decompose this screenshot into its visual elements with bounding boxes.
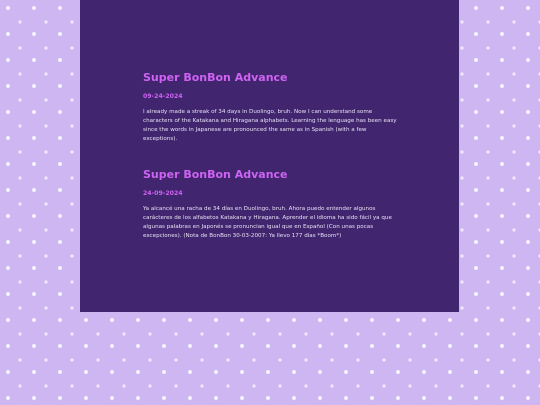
blog-post (143, 71, 401, 144)
post-date: 09-24-2024 (143, 93, 183, 100)
post-body: Ya alcancé una racha de 34 días en Duolingo, bruh. Ahora puedo entender algunos carácteres de los alfabetos Katakana y Hiragana. Aprender el idioma ha sido fácil ya que algunas palabras en Japonés se pronuncian igual que en Español (Con unas pocas excepciones). (Nota de BonBon 30-03-2007: Ya llevo 177 días *Boom*) (143, 206, 392, 239)
post-title[interactable]: Super BonBon Advance (143, 168, 288, 181)
post-date: 24-09-2024 (143, 190, 183, 197)
blog-post (143, 168, 401, 241)
post-title[interactable]: Super BonBon Advance (143, 71, 288, 84)
post-body: I already made a streak of 34 days in Duolingo, bruh. Now I can understand some characters of the Katakana and Hiragana alphabets. Learning the lenguage has been easy since the words in Japanese are pronounced the same as in Spanish (with a few exceptions). (143, 109, 397, 142)
content-panel (80, 0, 459, 312)
